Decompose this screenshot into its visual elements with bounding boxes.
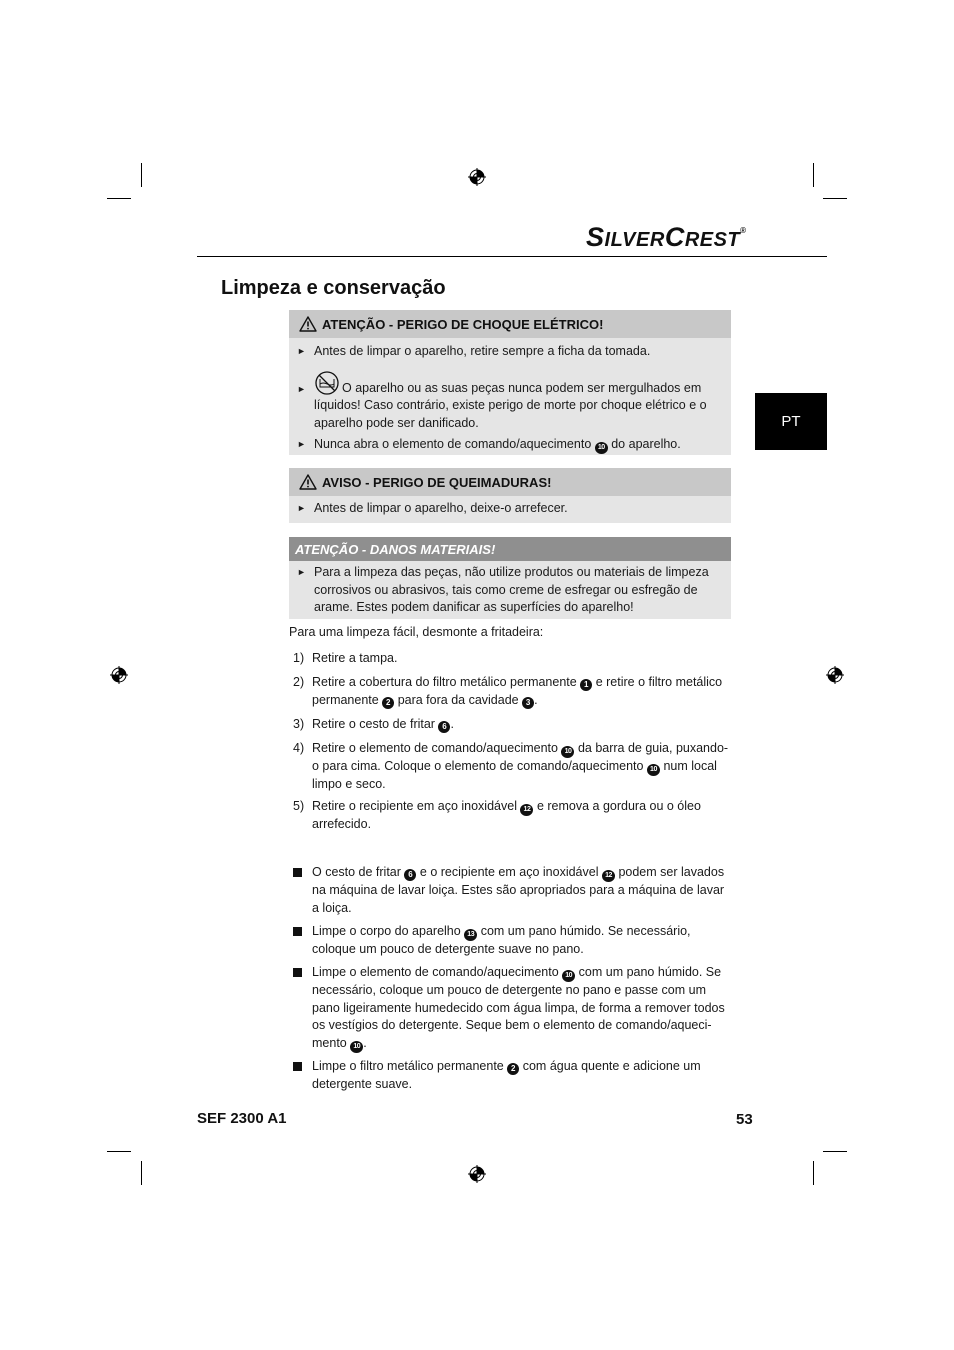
step-text: para fora da cavidade (397, 692, 519, 707)
step-text: Retire a tampa. (312, 651, 398, 665)
warning-item-text: Para a limpeza das peças, não utilize produtos ou materiais de limpeza corrosivos ou abrasivos, tais como creme de esfregar ou esfregão de arame. Estes podem danificar as superfícies do aparelho! (314, 565, 709, 614)
warning-item-text: do aparelho. (611, 437, 681, 451)
ref-number-6: 6 (404, 869, 416, 881)
list-item (289, 864, 734, 917)
square-bullet-icon (293, 927, 302, 936)
brand-text: REST (684, 229, 741, 251)
crop-mark (813, 163, 814, 187)
step-item (289, 740, 734, 794)
crop-mark (823, 1151, 847, 1152)
crop-mark (107, 198, 131, 199)
crop-mark (141, 1161, 142, 1185)
ref-number-10: 10 (595, 442, 608, 454)
registered-mark: ® (740, 226, 747, 235)
step-text: Retire a cobertura do filtro metálico permanente (312, 675, 577, 689)
ref-number-6: 6 (438, 721, 450, 733)
warning-heading (289, 468, 731, 496)
warning-item-text: Antes de limpar o aparelho, deixe-o arrefecer. (314, 501, 568, 515)
step-item (289, 798, 734, 834)
step-item (289, 716, 734, 734)
warning-box-burns (289, 468, 731, 523)
warning-heading-text: AVISO - PERIGO DE QUEIMADURAS! (322, 474, 552, 490)
brand-initial: S (586, 222, 605, 252)
warning-item (289, 500, 731, 518)
header-rule (197, 256, 827, 257)
warning-item (289, 371, 731, 433)
list-item-text: Limpe o corpo do aparelho (312, 924, 461, 938)
list-item-text: Limpe o filtro metálico permanente (312, 1059, 504, 1073)
ref-number-2: 2 (507, 1063, 519, 1075)
list-item-text: com um pano húmido. Se necessário, coloque um pouco de detergente suave no pano. (312, 924, 691, 956)
warning-heading (289, 310, 731, 338)
registration-mark-icon (468, 1165, 486, 1183)
step-item (289, 674, 734, 709)
list-item-text: Limpe o elemento de comando/aquecimento (312, 965, 559, 979)
step-text: e remova a gordura ou o óleo arrefecido. (312, 799, 701, 831)
ref-number-3: 3 (522, 697, 534, 709)
bullet-arrow-icon: ► (297, 439, 306, 449)
step-text: Retire o elemento de comando/aquecimento (312, 741, 558, 755)
bullet-arrow-icon: ► (297, 503, 306, 513)
model-number: SEF 2300 A1 (197, 1110, 287, 1127)
page-title: Limpeza e conservação (221, 277, 446, 299)
warning-item-text: Antes de limpar o aparelho, retire sempre a ficha da tomada. (314, 344, 651, 358)
warning-triangle-icon (299, 474, 317, 490)
list-item-text: podem ser lavados na máquina de lavar loiça. Estes são apropriados para a máquina de lavar a loiça. (312, 865, 725, 915)
registration-mark-icon (826, 666, 844, 684)
ref-number-12: 12 (602, 870, 615, 882)
warning-item-text: Nunca abra o elemento de comando/aquecimento (314, 437, 592, 451)
warning-box-material-damage (289, 537, 731, 619)
crop-mark (141, 163, 142, 187)
square-bullet-icon (293, 868, 302, 877)
brand-logo (586, 222, 747, 253)
page-number: 53 (736, 1111, 753, 1128)
bullet-arrow-icon: ► (297, 567, 306, 577)
step-number: 3) (293, 717, 305, 731)
list-item-text: e o recipiente em aço inoxidável (419, 865, 599, 879)
step-text: . (450, 717, 454, 731)
no-immersion-icon (314, 371, 340, 395)
list-item-text: com água quente e adicione um detergente suave. (312, 1059, 701, 1091)
ref-number-1: 1 (580, 679, 592, 691)
ref-number-10: 10 (561, 746, 574, 758)
square-bullet-icon (293, 1062, 302, 1071)
intro-text: Para uma limpeza fácil, desmonte a fritadeira: (289, 625, 544, 639)
step-number: 5) (293, 799, 305, 813)
list-item (289, 964, 734, 1053)
ref-number-10: 10 (350, 1041, 363, 1053)
step-number: 1) (293, 651, 305, 665)
step-text: Retire o cesto de fritar (312, 717, 435, 731)
bullet-arrow-icon: ► (297, 383, 306, 394)
list-item (289, 1058, 734, 1093)
ref-number-10: 10 (562, 970, 575, 982)
crop-mark (823, 198, 847, 199)
ref-number-2: 2 (382, 697, 394, 709)
bullet-arrow-icon: ► (297, 346, 306, 356)
list-item (289, 923, 734, 959)
warning-triangle-icon (299, 316, 317, 332)
step-text: e retire o filtro metálico permanente (312, 675, 723, 707)
brand-initial: C (664, 222, 685, 252)
step-number: 4) (293, 741, 305, 755)
list-item-text: O cesto de fritar (312, 865, 401, 879)
step-text: . (534, 692, 538, 707)
warning-heading-text: ATENÇÃO - PERIGO DE CHOQUE ELÉTRICO! (322, 316, 604, 332)
crop-mark (107, 1151, 131, 1152)
step-item (289, 650, 734, 668)
registration-mark-icon (110, 666, 128, 684)
step-number: 2) (293, 675, 305, 689)
warning-heading (289, 537, 731, 561)
language-tab: PT (755, 393, 827, 450)
step-text: num local limpo e seco. (312, 759, 717, 791)
brand-text: ILVER (604, 229, 665, 251)
registration-mark-icon (468, 168, 486, 186)
list-item-text: . (363, 1035, 367, 1050)
crop-mark (813, 1161, 814, 1185)
warning-item (289, 436, 731, 454)
warning-item (289, 343, 731, 361)
warning-heading-text: ATENÇÃO - DANOS MATERIAIS! (295, 541, 496, 557)
ref-number-12: 12 (520, 804, 533, 816)
list-item-text: com um pano húmido. Se necessário, coloque um pouco de detergente no pano e passe com um pano ligeiramente humedecido com água limpa, de forma a remover todos os vestígios do detergente. Seque bem o elemento de comando/aqueci-mento (312, 965, 725, 1050)
ref-number-10: 10 (647, 764, 660, 776)
warning-item (289, 564, 731, 617)
warning-box-electric-shock (289, 310, 731, 455)
warning-item-text: O aparelho ou as suas peças nunca podem ser mergulhados em líquidos! Caso contrário, existe perigo de morte por choque elétrico e o aparelho pode ser danificado. (314, 380, 707, 430)
square-bullet-icon (293, 968, 302, 977)
ref-number-13: 13 (464, 929, 477, 941)
step-text: Retire o recipiente em aço inoxidável (312, 799, 517, 813)
step-text: da barra de guia, puxando-o para cima. Coloque o elemento de comando/aquecimento (312, 741, 729, 773)
